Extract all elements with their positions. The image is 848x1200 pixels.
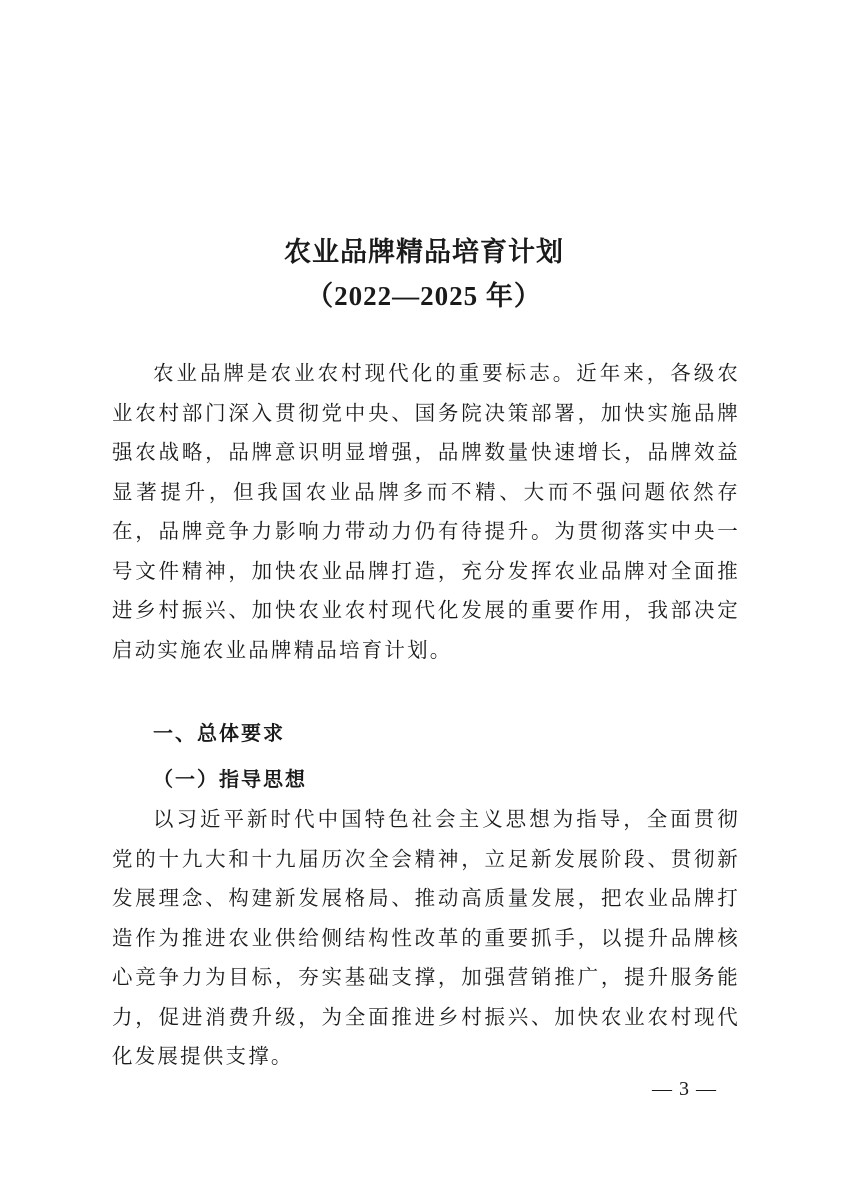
document-title: 农业品牌精品培育计划 (284, 237, 564, 268)
guiding-ideology-paragraph: 以习近平新时代中国特色社会主义思想为指导，全面贯彻党的十九大和十九届历次全会精神，立足新发展阶段、贯彻新发展理念、构建新发展格局、推动高质量发展，把农业品牌打造作为推进农业供给侧结构性改革的重要抓手，以提升品牌核心竞争力为目标，夯实基础支撑，加强营销推广，提升服务能力，促进消费升级，为全面推进乡村振兴、加快农业农村现代化发展提供支撑。 (112, 807, 740, 1068)
subsection-heading: （一）指导思想 (153, 767, 307, 791)
intro-paragraph: 农业品牌是农业农村现代化的重要标志。近年来，各级农业农村部门深入贯彻党中央、国务院决策部署，加快实施品牌强农战略，品牌意识明显增强，品牌数量快速增长，品牌效益显著提升，但我国农业品牌多而不精、大而不强问题依然存在，品牌竞争力影响力带动力仍有待提升。为贯彻落实中央一号文件精神，加快农业品牌打造，充分发挥农业品牌对全面推进乡村振兴、加快农业农村现代化发展的重要作用，我部决定启动实施农业品牌精品培育计划。 (112, 361, 740, 662)
page-number: — 3 — (652, 1078, 717, 1100)
section-heading: 一、总体要求 (153, 721, 285, 745)
document-subtitle: （2022—2025 年） (306, 281, 542, 311)
